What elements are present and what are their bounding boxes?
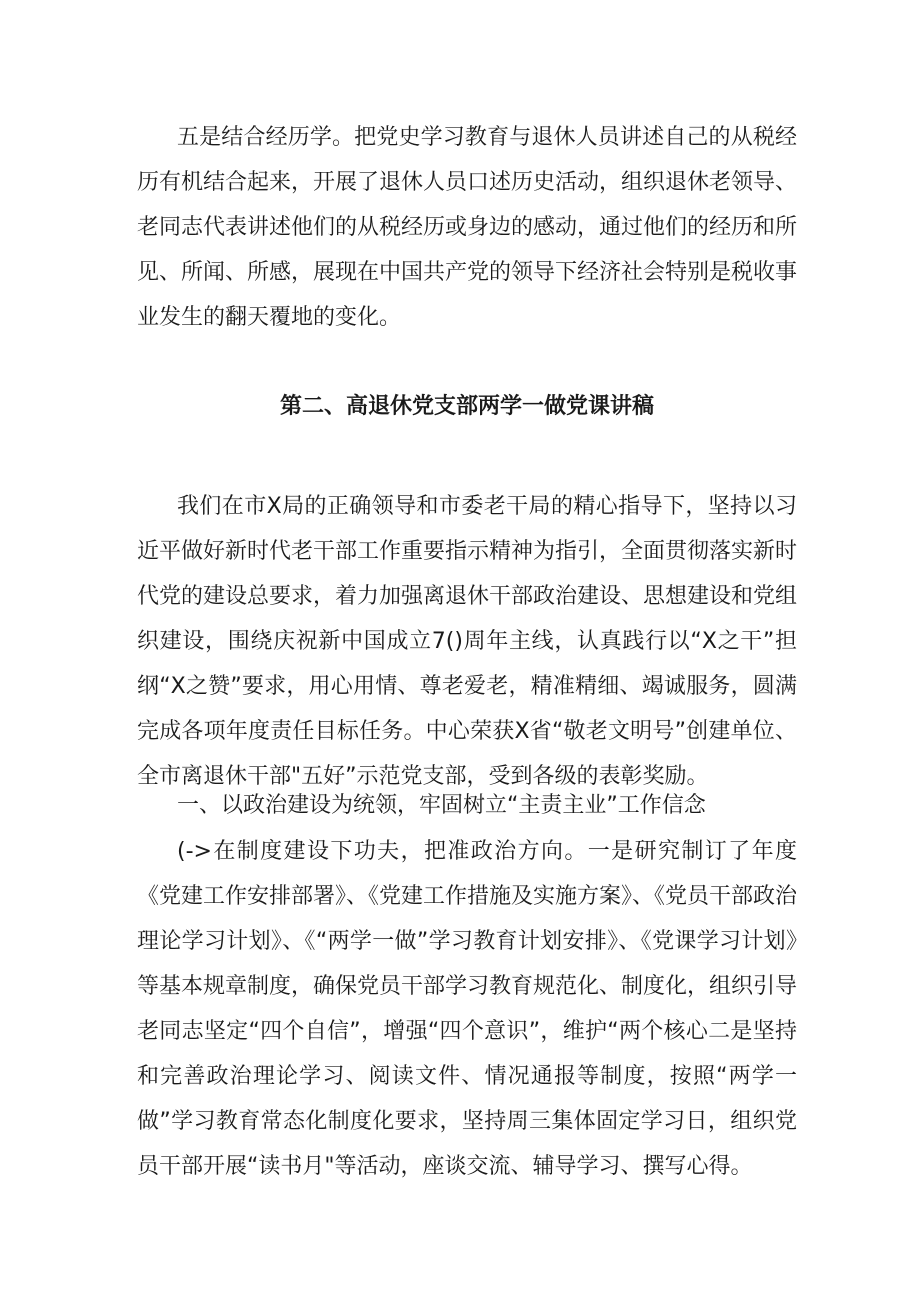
paragraph-system-construction: (->在制度建设下功夫，把准政治方向。一是研究制订了年度《党建工作安排部署》、《党建工作措施及实施方案》、《党员干部政治理论学习计划》、《“两学一做”学习教育计划安排》、《党课学习计划》等基本规章制度，确保党员干部学习教育规范化、制度化，组织引导老同志坚定“四个自信”，增强“四个意识”，维护“两个核心二是坚持和完善政治理论学习、阅读文件、情况通报等制度，按照“两学一做”学习教育常态化制度化要求，坚持周三集体固定学习日，组织党员干部开展“读书月"等活动，座谈交流、辅导学习、撰写心得。 [137, 839, 798, 1179]
paragraph-intro: 我们在市X局的正确领导和市委老干局的精心指导下，坚持以习近平做好新时代老干部工作重要指示精神为指引，全面贯彻落实新时代党的建设总要求，着力加强离退休干部政治建设、思想建设和党组织建设，围绕庆祝新中国成立7()周年主线，认真践行以“X之干”担纲“X之赞”要求，用心用情、尊老爱老，精准精细、竭诚服务，圆满完成各项年度责任目标任务。中心荣获X省“敬老文明号”创建单位、全市离退休干部"五好”示范党支部，受到各级的表彰奖励。 [137, 494, 798, 789]
paragraph-experience-learning: 五是结合经历学。把党史学习教育与退休人员讲述自己的从税经历有机结合起来，开展了退休人员口述历史活动，组织退休老领导、老同志代表讲述他们的从税经历或身边的感动，通过他们的经历和所见、所闻、所感，展现在中国共产党的领导下经济社会特别是税收事业发生的翻天覆地的变化。 [137, 125, 798, 330]
document-heading: 第二、高退休党支部两学一做党课讲稿 [279, 394, 654, 419]
section-title-political-construction: 一、以政治建设为统领，牢固树立“主责主业”工作信念 [177, 793, 706, 818]
